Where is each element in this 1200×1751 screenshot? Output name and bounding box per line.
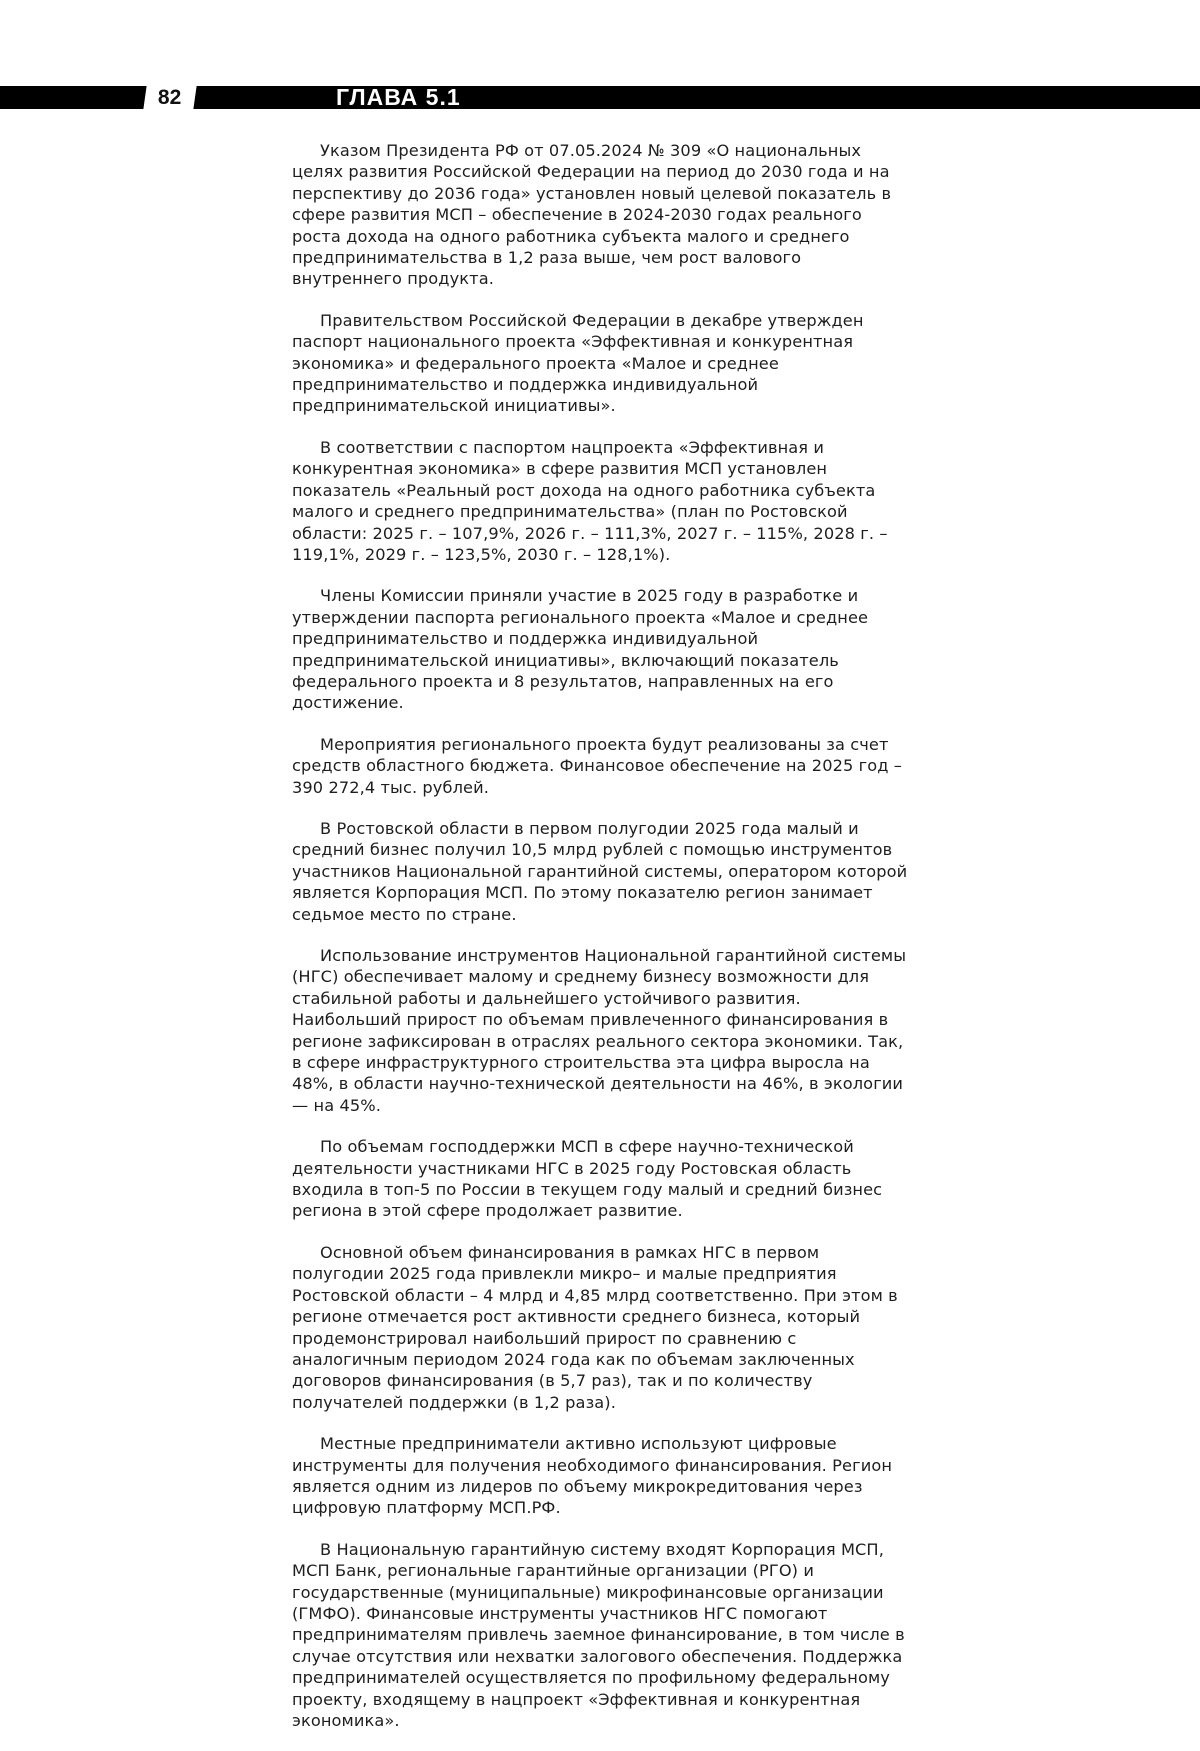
page-number-box	[143, 82, 197, 113]
paragraph: По объемам господдержки МСП в сфере научно-технической деятельности участниками НГС в 2025 году Ростовская область входила в топ-5 по России в текущем году малый и средний бизнес региона в этой сфере продолжает развитие.	[292, 1137, 883, 1221]
paragraph: В Ростовской области в первом полугодии 2025 года малый и средний бизнес получил 10,5 млрд рублей с помощью инструментов участников Национальной гарантийной системы, оператором которой является Корпорация МСП. По этому показателю регион занимает седьмое место по стране.	[292, 818, 908, 924]
paragraph: Правительством Российской Федерации в декабре утвержден паспорт национального проекта «Эффективная и конкурентная экономика» и федерального проекта «Малое и среднее предпринимательство и поддержка индивидуальной предпринимательской инициативы».	[292, 310, 864, 416]
paragraph: Мероприятия регионального проекта будут реализованы за счет средств областного бюджета. Финансовое обеспечение на 2025 год – 390 272,4 тыс. рублей.	[292, 734, 902, 797]
page-header-band	[0, 86, 1200, 109]
body-text	[292, 140, 908, 1751]
paragraph: Указом Президента РФ от 07.05.2024 № 309 «О национальных целях развития Российской Федерации на период до 2030 года и на перспективу до 2036 года» установлен новый целевой показатель в сфере развития МСП – обеспечение в 2024-2030 годах реального роста дохода на одного работника субъекта малого и среднего предпринимательства в 1,2 раза выше, чем рост валового внутреннего продукта.	[292, 141, 892, 289]
paragraph: В соответствии с паспортом нацпроекта «Эффективная и конкурентная экономика» в сфере развития МСП установлен показатель «Реальный рост дохода на одного работника субъекта малого и среднего предпринимательства» (план по Ростовской области: 2025 г. – 107,9%, 2026 г. – 111,3%, 2027 г. – 115%, 2028 г. – 119,1%, 2029 г. – 123,5%, 2030 г. – 128,1%).	[292, 437, 888, 564]
paragraph: Члены Комиссии приняли участие в 2025 году в разработке и утверждении паспорта регионального проекта «Малое и среднее предпринимательство и поддержка индивидуальной предпринимательской инициативы», включающий показатель федерального проекта и 8 результатов, направленных на его достижение.	[292, 586, 869, 713]
paragraph: Использование инструментов Национальной гарантийной системы (НГС) обеспечивает малому и среднему бизнесу возможности для стабильной работы и дальнейшего устойчивого развития. Наибольший прирост по объемам привлеченного финансирования в регионе зафиксирован в отраслях реального сектора экономики. Так, в сфере инфраструктурного строительства эта цифра выросла на 48%, в области научно-технической деятельности на 46%, в экологии — на 45%.	[292, 946, 907, 1115]
paragraph: Основной объем финансирования в рамках НГС в первом полугодии 2025 года привлекли микро– и малые предприятия Ростовской области – 4 млрд и 4,85 млрд соответственно. При этом в регионе отмечается рост активности среднего бизнеса, который продемонстрировал наибольший прирост по сравнению с аналогичным периодом 2024 года как по объемам заключенных договоров финансирования (в 5,7 раз), так и по количеству получателей поддержки (в 1,2 раза).	[292, 1242, 898, 1412]
paragraph: В Национальную гарантийную систему входят Корпорация МСП, МСП Банк, региональные гарантийные организации (РГО) и государственные (муниципальные) микрофинансовые организации (ГМФО). Финансовые инструменты участников НГС помогают предпринимателям привлечь заемное финансирование, в том числе в случае отсутствия или нехватки залогового обеспечения. Поддержка предпринимателей осуществляется по профильному федеральному проекту, входящему в нацпроект «Эффективная и конкурентная экономика».	[292, 1539, 905, 1730]
chapter-title: ГЛАВА 5.1	[336, 84, 461, 110]
paragraph: Местные предприниматели активно используют цифровые инструменты для получения необходимого финансирования. Регион является одним из лидеров по объему микрокредитования через цифровую платформу МСП.РФ.	[292, 1434, 893, 1518]
page-number: 82	[158, 85, 182, 109]
